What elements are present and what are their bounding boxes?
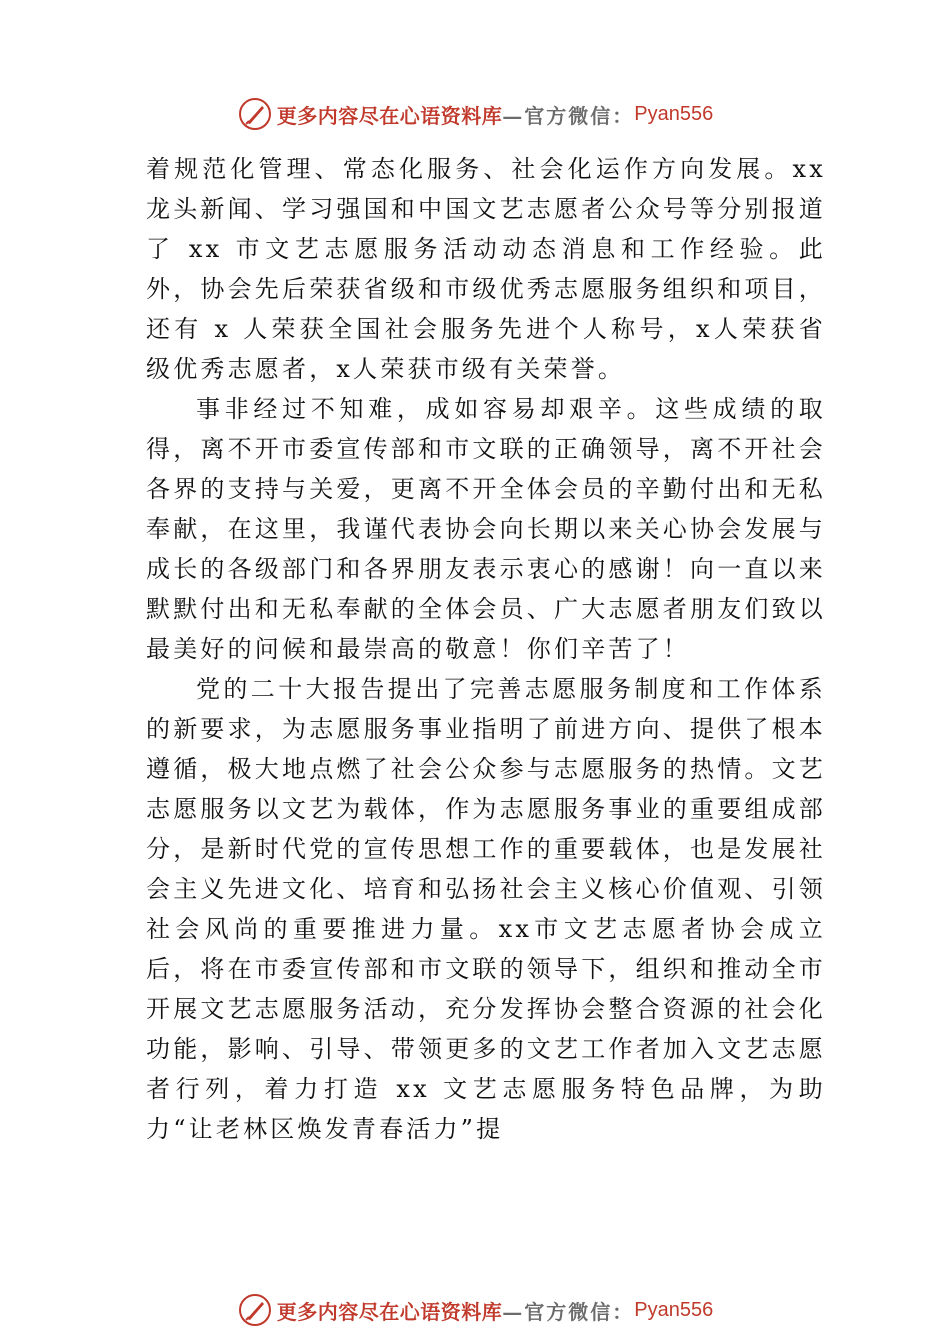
banner-separator-text: —官方微信： — [502, 1299, 635, 1324]
paragraph-2: 事非经过不知难，成如容易却艰辛。这些成绩的取得，离不开市委宣传部和市文联的正确领导，离不开社会各界的支持与关爱，更离不开全体会员的辛勤付出和无私奉献，在这里，我谨代表协会向长期以来关心协会发展与成长的各级部门和各界朋友表示衷心的感谢！向一直以来默默付出和无私奉献的全体会员、广大志愿者朋友们致以最美好的问候和最崇高的敬意！你们辛苦了！ — [146, 395, 826, 663]
quill-pen-icon — [237, 96, 273, 132]
footer-watermark — [0, 1290, 950, 1330]
quill-pen-icon — [237, 1292, 273, 1328]
paragraph-1: 着规范化管理、常态化服务、社会化运作方向发展。xx龙头新闻、学习强国和中国文艺志愿者公众号等分别报道了 xx 市文艺志愿服务活动动态消息和工作经验。此外，协会先后荣获省级和市级优秀志愿服务组织和项目，还有 x 人荣获全国社会服务先进个人称号，x人荣获省级优秀志愿者，x人荣获市级有关荣誉。 — [146, 155, 826, 383]
banner-brand-text: 更多内容尽在心语资料库 — [276, 1299, 503, 1324]
banner-separator-text: —官方微信： — [502, 103, 635, 128]
document-body — [146, 149, 826, 1149]
banner-wechat-id: Pyan556 — [634, 1298, 714, 1321]
header-watermark — [0, 94, 950, 134]
banner-wechat-id: Pyan556 — [634, 102, 714, 125]
banner-brand-text: 更多内容尽在心语资料库 — [276, 103, 503, 128]
paragraph-3: 党的二十大报告提出了完善志愿服务制度和工作体系的新要求，为志愿服务事业指明了前进方向、提供了根本遵循，极大地点燃了社会公众参与志愿服务的热情。文艺志愿服务以文艺为载体，作为志愿服务事业的重要组成部分，是新时代党的宣传思想工作的重要载体，也是发展社会主义先进文化、培育和弘扬社会主义核心价值观、引领社会风尚的重要推进力量。xx市文艺志愿者协会成立后，将在市委宣传部和市文联的领导下，组织和推动全市开展文艺志愿服务活动，充分发挥协会整合资源的社会化功能，影响、引导、带领更多的文艺工作者加入文艺志愿者行列，着力打造 xx 文艺志愿服务特色品牌，为助力“让老林区焕发青春活力”提 — [146, 675, 826, 1143]
